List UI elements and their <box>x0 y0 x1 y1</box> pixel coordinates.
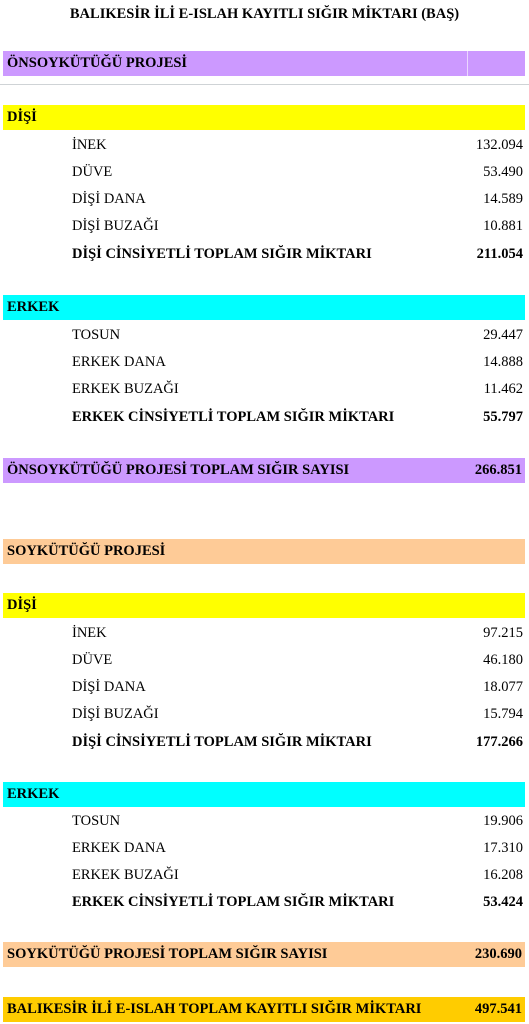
project-total-label: ÖNSOYKÜTÜĞÜ PROJESİ TOPLAM SIĞIR SAYISI <box>7 462 350 478</box>
row-label: ERKEK DANA <box>72 840 166 856</box>
row-label: DİŞİ DANA <box>72 191 146 207</box>
row-label: DİŞİ DANA <box>72 679 146 695</box>
row-value: 14.888 <box>483 354 523 370</box>
soy-female-row-disi-buzagi <box>72 701 523 727</box>
row-label: DÜVE <box>72 652 113 668</box>
soy-male-row-erkek-buzagi <box>72 862 523 888</box>
onsoy-female-row-inek <box>72 132 523 158</box>
row-label: ERKEK BUZAĞI <box>72 867 179 883</box>
onsoy-project-header-label: ÖNSOYKÜTÜĞÜ PROJESİ <box>7 55 188 71</box>
onsoy-male-header-label: ERKEK <box>7 299 60 315</box>
row-value: 97.215 <box>483 625 523 641</box>
row-value: 132.094 <box>475 137 523 153</box>
soy-male-total-row <box>72 889 523 915</box>
onsoy-female-header-label: DİŞİ <box>7 109 37 125</box>
soy-male-header-label: ERKEK <box>7 786 60 802</box>
project-total-value: 230.690 <box>474 946 522 962</box>
row-label: DİŞİ BUZAĞI <box>72 218 159 234</box>
onsoy-female-row-duve <box>72 159 523 185</box>
soy-female-row-inek <box>72 620 523 646</box>
project-total-value: 266.851 <box>474 462 522 478</box>
divider <box>0 84 529 85</box>
onsoy-female-row-disi-buzagi <box>72 213 523 239</box>
onsoy-male-row-tosun <box>72 322 523 348</box>
row-label: DİŞİ BUZAĞI <box>72 706 159 722</box>
grand-total-row <box>3 997 525 1022</box>
total-label: ERKEK CİNSİYETLİ TOPLAM SIĞIR MİKTARI <box>72 409 395 425</box>
row-label: İNEK <box>72 625 107 641</box>
total-value: 55.797 <box>483 409 523 425</box>
row-value: 10.881 <box>483 218 523 234</box>
row-value: 18.077 <box>483 679 523 695</box>
soy-male-row-erkek-dana <box>72 835 523 861</box>
soy-female-total-row <box>72 729 523 755</box>
row-value: 29.447 <box>483 327 523 343</box>
row-label: TOSUN <box>72 327 121 343</box>
row-label: DÜVE <box>72 164 113 180</box>
soy-female-row-disi-dana <box>72 674 523 700</box>
soy-female-header <box>3 593 525 618</box>
row-label: ERKEK BUZAĞI <box>72 381 179 397</box>
onsoy-female-header <box>3 105 525 130</box>
total-label: ERKEK CİNSİYETLİ TOPLAM SIĞIR MİKTARI <box>72 894 395 910</box>
total-label: DİŞİ CİNSİYETLİ TOPLAM SIĞIR MİKTARI <box>72 734 372 750</box>
onsoy-male-row-erkek-dana <box>72 349 523 375</box>
onsoy-male-row-erkek-buzagi <box>72 376 523 402</box>
onsoy-female-total-row <box>72 241 523 267</box>
soy-project-header <box>3 539 525 564</box>
project-total-label: SOYKÜTÜĞÜ PROJESİ TOPLAM SIĞIR SAYISI <box>7 946 328 962</box>
grand-total-value: 497.541 <box>474 1001 522 1017</box>
onsoy-male-total-row <box>72 404 523 430</box>
onsoy-male-header <box>3 295 525 320</box>
onsoy-female-row-disi-dana <box>72 186 523 212</box>
soy-project-header-label: SOYKÜTÜĞÜ PROJESİ <box>7 543 166 559</box>
row-value: 15.794 <box>483 706 523 722</box>
soy-female-header-label: DİŞİ <box>7 597 37 613</box>
soy-project-total-row <box>3 942 525 967</box>
column-divider <box>467 51 468 76</box>
row-value: 16.208 <box>483 867 523 883</box>
row-value: 17.310 <box>483 840 523 856</box>
soy-female-row-duve <box>72 647 523 673</box>
soy-male-row-tosun <box>72 808 523 834</box>
page-title: BALIKESİR İLİ E-ISLAH KAYITLI SIĞIR MİKTARI (BAŞ) <box>69 6 460 22</box>
total-value: 177.266 <box>475 734 523 750</box>
total-value: 211.054 <box>476 246 523 262</box>
row-value: 14.589 <box>483 191 523 207</box>
total-label: DİŞİ CİNSİYETLİ TOPLAM SIĞIR MİKTARI <box>72 246 372 262</box>
row-label: İNEK <box>72 137 107 153</box>
onsoy-project-total-row <box>3 458 525 483</box>
row-value: 11.462 <box>483 381 523 397</box>
soy-male-header <box>3 782 525 807</box>
onsoy-project-header <box>3 51 525 76</box>
total-value: 53.424 <box>483 894 523 910</box>
row-value: 53.490 <box>483 164 523 180</box>
grand-total-label: BALIKESİR İLİ E-ISLAH TOPLAM KAYITLI SIĞIR MİKTARI <box>7 1001 422 1017</box>
row-label: ERKEK DANA <box>72 354 166 370</box>
row-value: 19.906 <box>483 813 523 829</box>
row-value: 46.180 <box>483 652 523 668</box>
row-label: TOSUN <box>72 813 121 829</box>
